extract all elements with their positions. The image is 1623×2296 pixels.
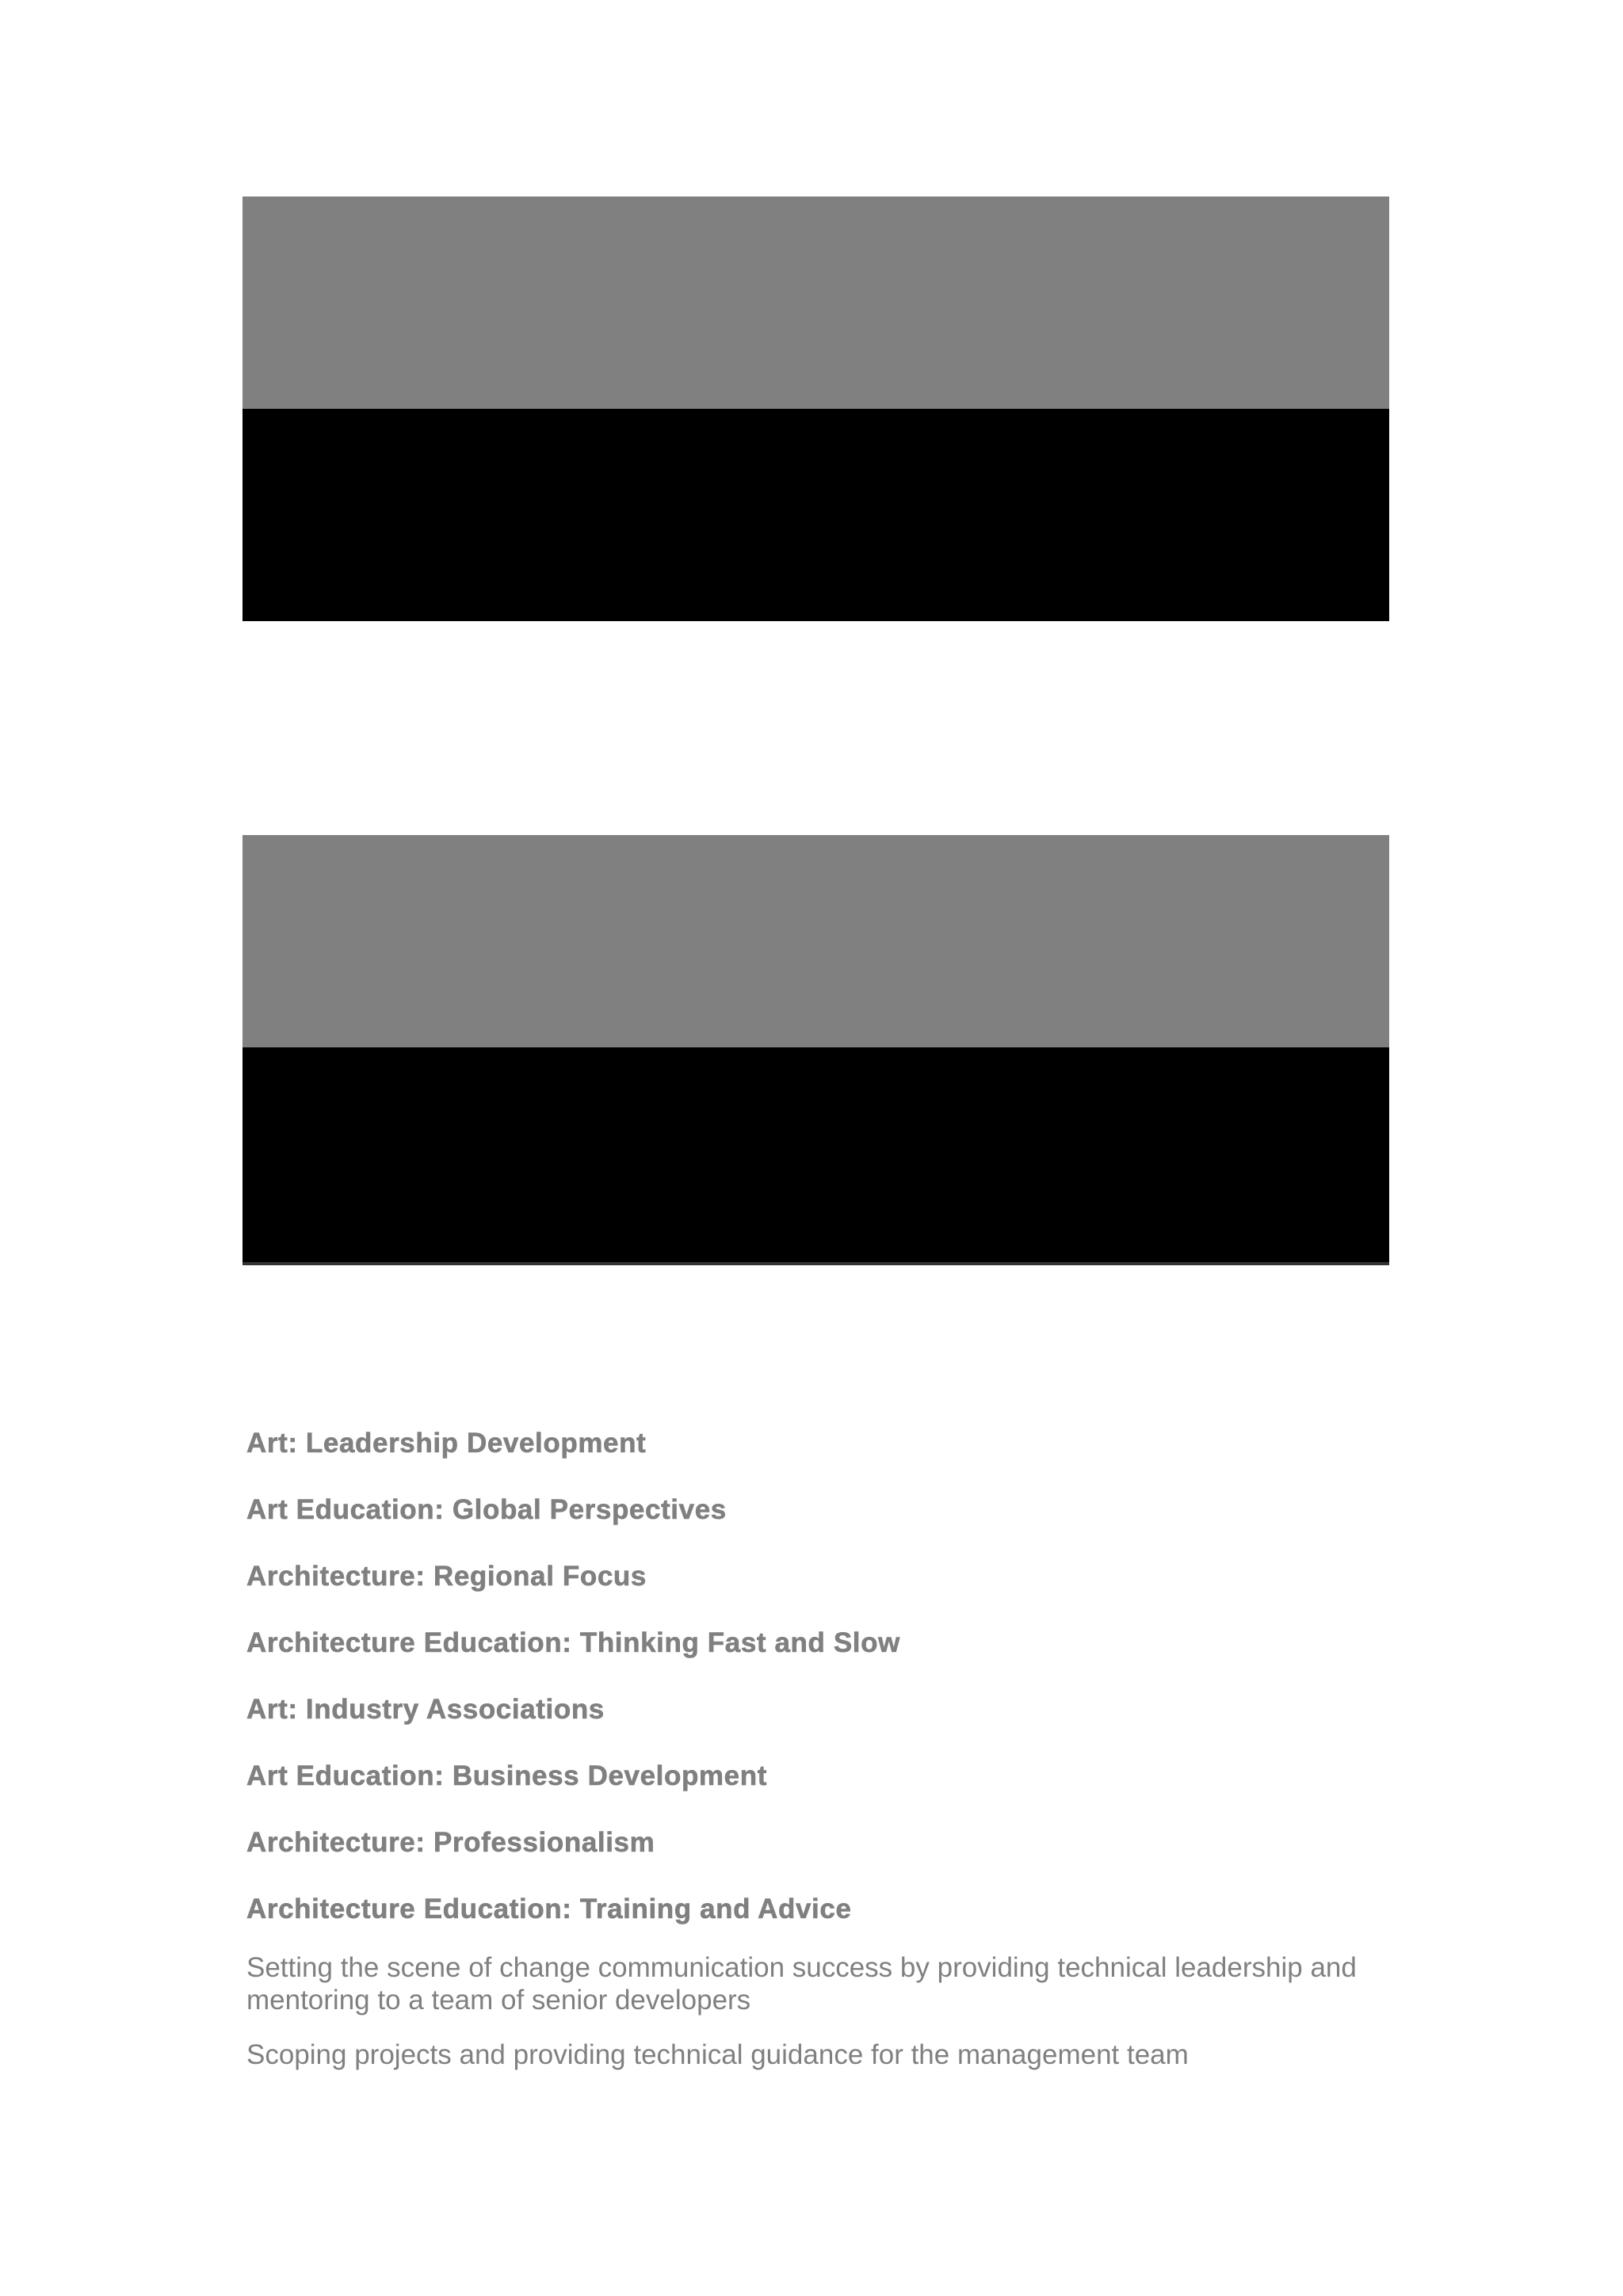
banner-1-gray-band [242,196,1389,409]
heading-item: Art: Leadership Development [246,1428,647,1459]
heading-list [246,1421,1388,1953]
heading-item: Art: Industry Associations [246,1694,605,1725]
heading-item: Art Education: Business Development [246,1760,767,1791]
heading-item: Architecture: Regional Focus [246,1561,647,1592]
paragraph: Scoping projects and providing technical guidance for the management team [246,2039,1189,2070]
paragraph: Setting the scene of change communication success by providing technical leadership and mentoring to a team of senior developers [246,1952,1357,2016]
body-text [246,1951,1388,2093]
banner-2-gray-band [242,835,1389,1047]
banner-2-black-band [242,1047,1389,1265]
heading-item: Architecture Education: Training and Advice [246,1894,852,1924]
banner-image-1 [242,196,1389,621]
heading-item: Art Education: Global Perspectives [246,1494,727,1525]
heading-item: Architecture Education: Thinking Fast and Slow [246,1627,900,1658]
heading-item: Architecture: Professionalism [246,1827,655,1858]
banner-image-2 [242,835,1389,1265]
banner-1-black-band [242,409,1389,621]
